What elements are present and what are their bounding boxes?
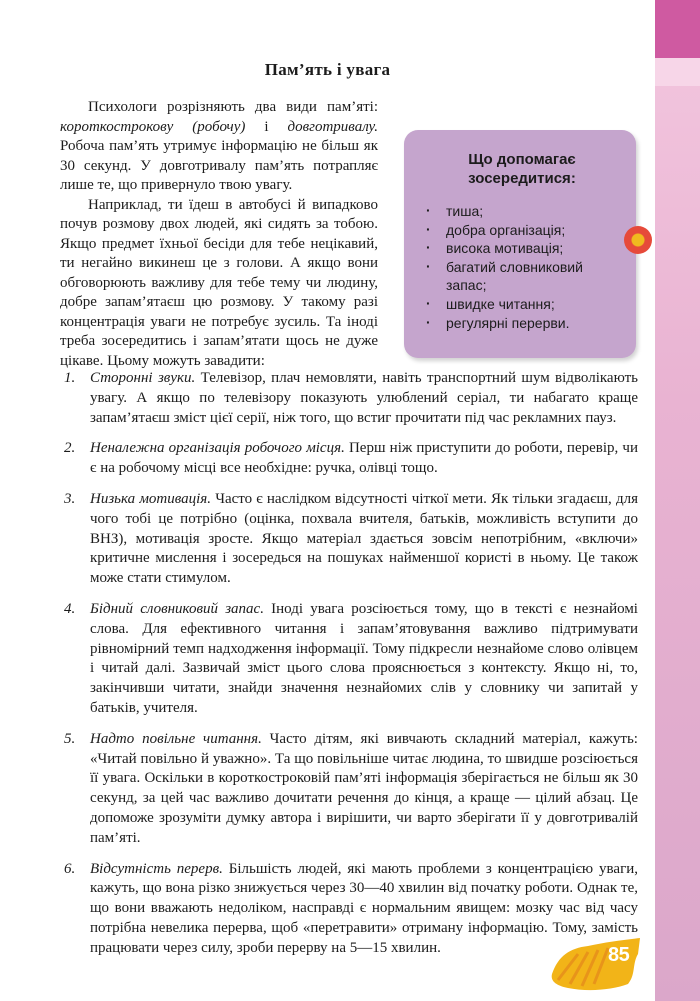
page-title: Пам’ять і увага [264, 60, 391, 79]
focus-tips-callout [404, 130, 636, 358]
obstacle-item [60, 600, 638, 719]
callout-item: · багатий словниковий запас; [424, 258, 620, 295]
intro-paragraph-2: Наприклад, ти їдеш в автобусі й випадково почув розмову двох людей, які сидять за тобою. Якщо предмет їхньої бесіди для тебе нецікавий, ти негайно викинеш це з голови. А якщо вони обговорюють важливу для тебе тему чи людину, добре запам’ятаєш цю розмову. У такому разі концентрація уваги не потребує зусиль. Та іноді треба зосередитись і запам’ятати щось не дуже цікаве. Цьому можуть завадити: [60, 196, 378, 369]
side-stripe-light-band [655, 58, 700, 86]
callout-title: Що допомагає зосередитися: [468, 151, 576, 187]
side-stripe-top-band [655, 0, 700, 58]
callout-item: · тиша; [424, 202, 620, 221]
page-number: 85 [608, 944, 630, 966]
obstacle-term: Сторонні звуки. [90, 370, 196, 386]
obstacle-number: 6. [64, 860, 76, 877]
callout-item: · швидке читання; [424, 295, 620, 314]
obstacle-number: 1. [64, 370, 76, 386]
intro-paragraph-1: Психологи розрізняють два види пам’яті: короткострокову (робочу) і довготривалу. Робоча пам’ять утримує інформацію не більш як 30 секунд. У довготривалу пам’ять потрапляє лише те, що привернуло твою увагу. [60, 99, 378, 193]
obstacle-text: Більшість людей, які мають проблеми з концентрацією уваги, кажуть, що вона різко знижується через 30—40 хвилин від початку роботи. Однак те, що вони вважають недоліком, насправді є нормальним явищем: мозку час від часу потрібна невелика перерва, щоб «перетравити» отриману інформацію. Тому, замість працювати через силу, зроби перерву на 5—15 хвилин. [90, 860, 638, 956]
obstacle-number: 2. [64, 440, 76, 457]
bullseye-marker-icon [624, 226, 652, 254]
obstacle-term: Бідний словниковий запас. [90, 600, 264, 617]
obstacle-item [60, 490, 638, 589]
obstacle-text: Телевізор, плач немовляти, навіть транспортний шум відволікають увагу. А якщо по телевізору показують улюблений серіал, ти набагато краще запам’ятаєш зміст цієї серії, ніж того, що встиг прочитати під час рекламних пауз. [90, 370, 638, 426]
term-long-term-memory: довготривалу. [287, 118, 378, 135]
obstacle-text: Часто є наслідком відсутності чіткої мети. Як тільки згадаєш, для чого тобі це потрібно (оцінка, похвала вчителя, батьків, можливість вступити до ВНЗ), мотивація зросте. Якщо матеріал здається зовсім непотрібним, «включи» критичне мислення і зосередься на пошуках найменшої користі в ньому. Це також може стати стимулом. [90, 490, 638, 587]
obstacle-number: 5. [64, 730, 76, 747]
obstacle-item [60, 439, 638, 479]
obstacle-term: Неналежна організація робочого місця. [90, 440, 345, 457]
obstacle-term: Відсутність перерв. [90, 860, 223, 877]
obstacle-text: Перш ніж приступити до роботи, перевір, чи є на робочому місці все необхідне: ручка, олівці тощо. [90, 440, 638, 477]
obstacle-text: Іноді увага розсіюється тому, що в тексті є незнайомі слова. Для ефективного читання і запам’ятовування важливо підтримувати рівномірний темп надходження інформації. Тому підкресли незнайоме слово олівцем і читай далі. Зазвичай зміст цього слова прояснюється з контексту. Якщо ні, то, закінчивши читати, знайди значення незнайомих слів у словнику чи запитай у батьків, учителя. [90, 600, 638, 716]
obstacle-item [60, 730, 638, 849]
page-side-stripe [655, 0, 700, 1001]
callout-list [424, 202, 620, 332]
obstacle-term: Надто повільне читання. [90, 730, 262, 747]
callout-item: · висока мотивація; [424, 239, 620, 258]
callout-item: · добра організація; [424, 221, 620, 240]
term-short-term-memory: короткострокову (робочу) [60, 118, 246, 135]
obstacles-list [60, 369, 638, 970]
obstacle-term: Низька мотивація. [90, 490, 212, 507]
obstacle-text: Часто дітям, які вивчають складний матеріал, кажуть: «Читай повільно й уважно». Та що повільніше читає людина, то швидше розсіюється її увага. Оскільки в короткостроковій пам’яті інформація зберігається не більш як 30 секунд, за цей час важливо дочитати речення до кінця, а краще — цілий абзац. Це допоможе зрозуміти думку автора і вирішити, чи варто зберігати її у довготривалій пам’яті. [90, 730, 638, 846]
obstacle-number: 3. [64, 490, 76, 507]
obstacle-number: 4. [64, 600, 76, 617]
obstacle-item [60, 369, 638, 428]
callout-item: · регулярні перерви. [424, 314, 620, 333]
